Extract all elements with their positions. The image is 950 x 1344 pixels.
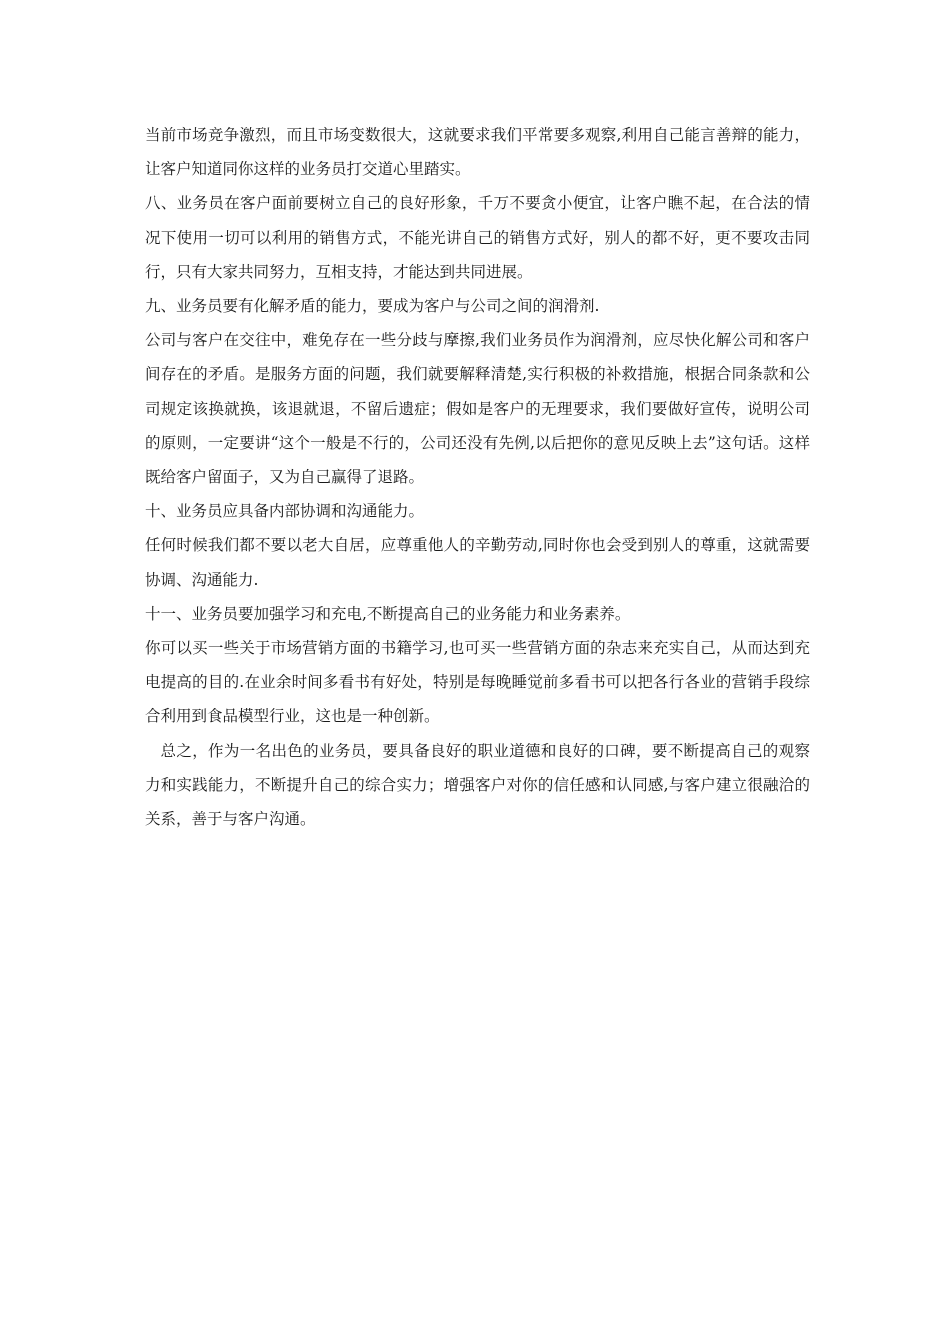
paragraph-point-8-image: 八、业务员在客户面前要树立自己的良好形象，千万不要贪小便宜，让客户瞧不起，在合法的情况下使用一切可以利用的销售方式，不能光讲自己的销售方式好，别人的都不好，更不要攻击同行，只有大家共同努力，互相支持，才能达到共同进展。 — [145, 194, 810, 281]
paragraph-point-11-heading: 十一、业务员要加强学习和充电,不断提高自己的业务能力和业务素养。 — [145, 604, 631, 623]
paragraph-point-10-body: 任何时候我们都不要以老大自居，应尊重他人的辛勤劳动,同时你也会受到别人的尊重，这就需要协调、沟通能力. — [145, 536, 810, 589]
paragraph-point-10-heading: 十、业务员应具备内部协调和沟通能力。 — [145, 502, 425, 521]
paragraph-point-9-heading: 九、业务员要有化解矛盾的能力，要成为客户与公司之间的润滑剂. — [145, 297, 600, 316]
document-body — [145, 118, 810, 836]
paragraph-conclusion: 总之，作为一名出色的业务员，要具备良好的职业道德和良好的口碑，要不断提高自己的观察力和实践能力，不断提升自己的综合实力；增强客户对你的信任感和认同感,与客户建立很融洽的关系，善于与客户沟通。 — [145, 741, 810, 829]
paragraph-point-11-body: 你可以买一些关于市场营销方面的书籍学习,也可买一些营销方面的杂志来充实自己，从而达到充电提高的目的.在业余时间多看书有好处，特别是每晚睡觉前多看书可以把各行各业的营销手段综合利用到食品模型行业，这也是一种创新。 — [145, 639, 810, 726]
paragraph-market-observation: 当前市场竞争激烈，而且市场变数很大，这就要求我们平常要多观察,利用自己能言善辩的能力，让客户知道同你这样的业务员打交道心里踏实。 — [145, 126, 810, 179]
paragraph-point-9-body: 公司与客户在交往中，难免存在一些分歧与摩擦,我们业务员作为润滑剂，应尽快化解公司和客户间存在的矛盾。是服务方面的问题，我们就要解释清楚,实行积极的补救措施，根据合同条款和公司规定该换就换，该退就退，不留后遗症；假如是客户的无理要求，我们要做好宣传，说明公司的原则，一定要讲“这个一般是不行的，公司还没有先例,以后把你的意见反映上去”这句话。这样既给客户留面子，又为自己赢得了退路。 — [145, 331, 810, 487]
